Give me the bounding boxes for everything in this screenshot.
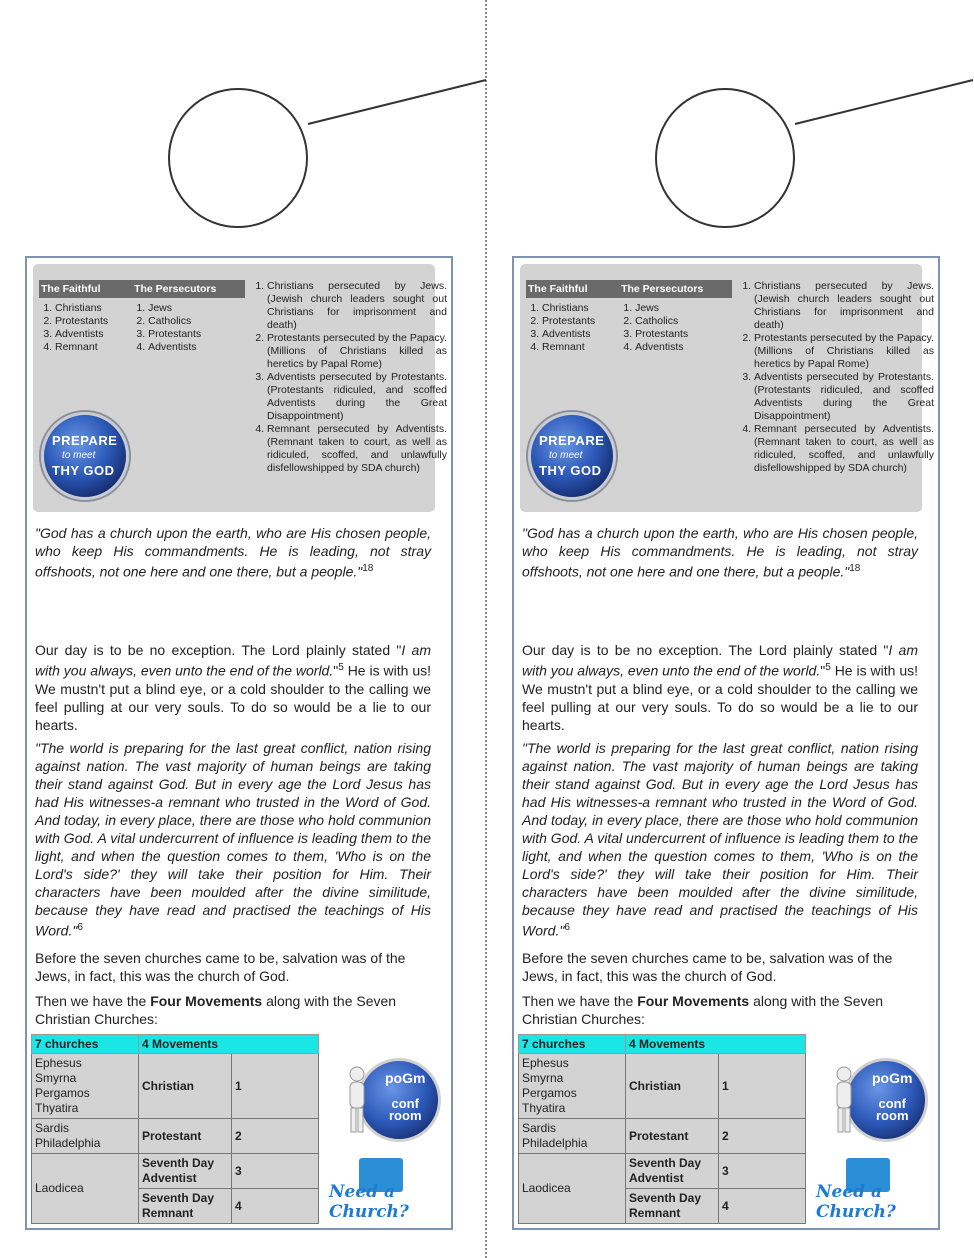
persecution-note: (Jewish church leaders sought out Christians for imprisonment and death) (754, 293, 934, 331)
quote-church-text: "God has a church upon the earth, who are His chosen people, who keep His commandments. He is leading, not stray offshoots, not one here and one there, but a people." (35, 525, 431, 580)
quote-world-ref: 6 (564, 922, 570, 933)
churches-cell: Ephesus Smyrna Pergamos Thyatira (32, 1054, 139, 1119)
para3-after: along with the Seven Christian Churches: (522, 993, 884, 1027)
faithful-list (41, 302, 130, 354)
need-a-church-logo (816, 1158, 936, 1222)
persecution-note: (Millions of Christians killed as heretics by Papal Rome) (267, 345, 447, 370)
need-a-church-logo (329, 1158, 449, 1222)
movement-number: 3 (719, 1154, 806, 1189)
movement-cell: Seventh Day Adventist (626, 1154, 719, 1189)
church-row (32, 1054, 319, 1119)
persecution-item (754, 280, 934, 332)
pogm-conf-room-logo (345, 1056, 441, 1152)
churches-cell: Sardis Philadelphia (32, 1119, 139, 1154)
persecution-main: Adventists persecuted by Protestants. (267, 371, 447, 383)
prepare-to-meet-thy-god-logo (528, 412, 616, 500)
logo-line3: THY GOD (52, 463, 115, 478)
quote-church-ref: 18 (849, 563, 861, 574)
persecution-note: (Protestants ridiculed, and scoffed Adventists during the Great Disappointment) (267, 384, 447, 422)
paragraph-our-day: Our day is to be no exception. The Lord plainly stated "I am with you always, even unto the end of the world."$^5$ He is with us! We mustn't put a blind eye, or a cold shoulder to the calling we feel pulling at our very souls. To do so would be a lie to our hearts. (522, 642, 919, 733)
churches-header: 7 churches (32, 1035, 139, 1054)
faithful-header: The Faithful (526, 280, 619, 298)
flyer-panel (512, 256, 940, 1230)
para1-after: He is with us! We mustn't put a blind eye, or a cold shoulder to the calling we feel pulling at our very souls. To do so would be a lie to our hearts. (35, 662, 431, 733)
church-row (519, 1054, 806, 1119)
movements-header: 4 Movements (139, 1035, 319, 1054)
paragraph-seven-churches: Before the seven churches came to be, salvation was of the Jews, in fact, this was the church of God. (522, 950, 893, 984)
persecution-note: (Protestants ridiculed, and scoffed Adventists during the Great Disappointment) (754, 384, 934, 422)
church-row (32, 1119, 319, 1154)
para1-ref: 5 (825, 662, 831, 673)
movement-cell: Protestant (626, 1119, 719, 1154)
para1-quote: I am with you always, even unto the end of the world. (522, 642, 919, 679)
quote-church (522, 524, 918, 581)
figure-icon (832, 1066, 856, 1136)
paragraph-seven-churches: Before the seven churches came to be, salvation was of the Jews, in fact, this was the church of God. (35, 950, 406, 984)
movement-number: 2 (232, 1119, 319, 1154)
church-row (519, 1119, 806, 1154)
persecutor-item: 2. Catholics (148, 315, 243, 328)
movement-cell: Christian (626, 1054, 719, 1119)
churches-movements-table (518, 1034, 806, 1224)
persecution-item (754, 371, 934, 423)
para3-bold: Four Movements (150, 993, 263, 1009)
pogm-title: poGm (872, 1070, 913, 1086)
faithful-item: 1. Christians (542, 302, 617, 315)
persecution-main: Adventists persecuted by Protestants. (754, 371, 934, 383)
paragraph-four-movements (35, 992, 431, 1028)
persecution-main: Remnant persecuted by Adventists. (267, 423, 447, 435)
movement-cell: Christian (139, 1054, 232, 1119)
movement-number: 3 (232, 1154, 319, 1189)
logo-line2: to meet (549, 450, 583, 461)
figure-icon (345, 1066, 369, 1136)
persecution-main: Protestants persecuted by the Papacy. (267, 332, 447, 344)
pogm-subtitle: conf room (389, 1096, 422, 1123)
para1-before: Our day is to be no exception. The Lord plainly stated " (35, 642, 402, 658)
para3-before: Then we have the (522, 993, 638, 1009)
persecutor-item: 2. Catholics (635, 315, 730, 328)
persecution-note: (Millions of Christians killed as heretics by Papal Rome) (754, 345, 934, 370)
logo-line2: to meet (62, 450, 96, 461)
faithful-item: 2. Protestants (542, 315, 617, 328)
logo-line1: PREPARE (52, 433, 118, 448)
persecution-item (267, 332, 447, 371)
quote-world (522, 739, 918, 940)
persecution-note: (Remnant taken to court, as well as ridiculed, scoffed, and unlawfully disfellowshipped by SDA church) (754, 436, 934, 474)
movement-cell: Seventh Day Remnant (139, 1189, 232, 1224)
persecutors-list (134, 302, 243, 354)
persecution-item (267, 371, 447, 423)
persecution-item (267, 423, 447, 475)
door-hanger-right (487, 0, 974, 1258)
quote-world-text: "The world is preparing for the last great conflict, nation rising against nation. The vast majority of human beings are taking their stand against God. But in every age the Lord Jesus has had His witnesses-a remnant who trusted in the Word of God. And today, in every place, there are those who hold communion with God. A vital undercurrent of influence is leading them to the light, and when the question comes to them, 'Who is on the Lord's side?' they will take their position for Him. Their characters have been moulded after the divine similitude, because they have read and practised the teachings of His Word." (522, 740, 918, 939)
logo-line1: PREPARE (539, 433, 605, 448)
faithful-item: 1. Christians (55, 302, 130, 315)
movement-cell: Protestant (139, 1119, 232, 1154)
para1-after: He is with us! We mustn't put a blind eye, or a cold shoulder to the calling we feel pulling at our very souls. To do so would be a lie to our hearts. (522, 662, 918, 733)
para1-ref: 5 (338, 662, 344, 673)
persecution-list (255, 280, 447, 475)
faithful-persecutors-table (526, 280, 732, 354)
churches-cell: Laodicea (32, 1154, 139, 1224)
persecution-item (267, 280, 447, 332)
prepare-to-meet-thy-god-logo (41, 412, 129, 500)
churches-header: 7 churches (519, 1035, 626, 1054)
quote-world (35, 739, 431, 940)
faithful-item: 3. Adventists (55, 328, 130, 341)
faithful-item: 2. Protestants (55, 315, 130, 328)
movement-number: 4 (232, 1189, 319, 1224)
persecution-list (742, 280, 934, 475)
persecution-item (754, 332, 934, 371)
movement-number: 4 (719, 1189, 806, 1224)
persecutors-header: The Persecutors (132, 280, 245, 298)
persecutor-item: 3. Protestants (635, 328, 730, 341)
logo-line3: THY GOD (539, 463, 602, 478)
pogm-subtitle: conf room (876, 1096, 909, 1123)
movement-number: 1 (719, 1054, 806, 1119)
persecution-note: (Remnant taken to court, as well as ridiculed, scoffed, and unlawfully disfellowshipped by SDA church) (267, 436, 447, 474)
faithful-item: 4. Remnant (55, 341, 130, 354)
flyer-panel (25, 256, 453, 1230)
quote-world-ref: 6 (77, 922, 83, 933)
para3-before: Then we have the (35, 993, 151, 1009)
persecution-box (33, 264, 447, 512)
church-row (519, 1154, 806, 1189)
persecution-item (754, 423, 934, 475)
churches-cell: Sardis Philadelphia (519, 1119, 626, 1154)
faithful-list (528, 302, 617, 354)
para3-bold: Four Movements (637, 993, 750, 1009)
pogm-title: poGm (385, 1070, 426, 1086)
quote-church (35, 524, 431, 581)
faithful-item: 3. Adventists (542, 328, 617, 341)
churches-cell: Ephesus Smyrna Pergamos Thyatira (519, 1054, 626, 1119)
para1-before: Our day is to be no exception. The Lord plainly stated " (522, 642, 889, 658)
persecutor-item: 4. Adventists (635, 341, 730, 354)
faithful-header: The Faithful (39, 280, 132, 298)
church-row (32, 1154, 319, 1189)
persecution-main: Christians persecuted by Jews. (267, 280, 447, 292)
persecutor-item: 1. Jews (635, 302, 730, 315)
persecution-main: Remnant persecuted by Adventists. (754, 423, 934, 435)
persecution-note: (Jewish church leaders sought out Christians for imprisonment and death) (267, 293, 447, 331)
churches-movements-table (31, 1034, 319, 1224)
hanger-hole (168, 88, 308, 228)
need-a-church-text: Need a Church? (329, 1182, 409, 1222)
paragraph-four-movements (522, 992, 918, 1028)
hanger-hole (655, 88, 795, 228)
pogm-conf-room-logo (832, 1056, 928, 1152)
movement-cell: Seventh Day Adventist (139, 1154, 232, 1189)
persecution-box (520, 264, 934, 512)
persecutor-item: 3. Protestants (148, 328, 243, 341)
para3-after: along with the Seven Christian Churches: (35, 993, 397, 1027)
movement-number: 1 (232, 1054, 319, 1119)
persecution-main: Protestants persecuted by the Papacy. (754, 332, 934, 344)
movement-cell: Seventh Day Remnant (626, 1189, 719, 1224)
churches-cell: Laodicea (519, 1154, 626, 1224)
para1-quote: I am with you always, even unto the end of the world. (35, 642, 432, 679)
persecution-main: Christians persecuted by Jews. (754, 280, 934, 292)
persecutors-list (621, 302, 730, 354)
movements-header: 4 Movements (626, 1035, 806, 1054)
persecutor-item: 4. Adventists (148, 341, 243, 354)
persecutor-item: 1. Jews (148, 302, 243, 315)
quote-world-text: "The world is preparing for the last great conflict, nation rising against nation. The vast majority of human beings are taking their stand against God. But in every age the Lord Jesus has had His witnesses-a remnant who trusted in the Word of God. And today, in every place, there are those who hold communion with God. A vital undercurrent of influence is leading them to the light, and when the question comes to them, 'Who is on the Lord's side?' they will take their position for Him. Their characters have been moulded after the divine similitude, because they have read and practised the teachings of His Word." (35, 740, 431, 939)
quote-church-ref: 18 (362, 563, 374, 574)
paragraph-our-day: Our day is to be no exception. The Lord plainly stated "I am with you always, even unto the end of the world."$^5$ He is with us! We mustn't put a blind eye, or a cold shoulder to the calling we feel pulling at our very souls. To do so would be a lie to our hearts. (35, 642, 432, 733)
need-a-church-text: Need a Church? (816, 1182, 896, 1222)
quote-church-text: "God has a church upon the earth, who are His chosen people, who keep His commandments. He is leading, not stray offshoots, not one here and one there, but a people." (522, 525, 918, 580)
persecutors-header: The Persecutors (619, 280, 732, 298)
faithful-persecutors-table (39, 280, 245, 354)
faithful-item: 4. Remnant (542, 341, 617, 354)
movement-number: 2 (719, 1119, 806, 1154)
